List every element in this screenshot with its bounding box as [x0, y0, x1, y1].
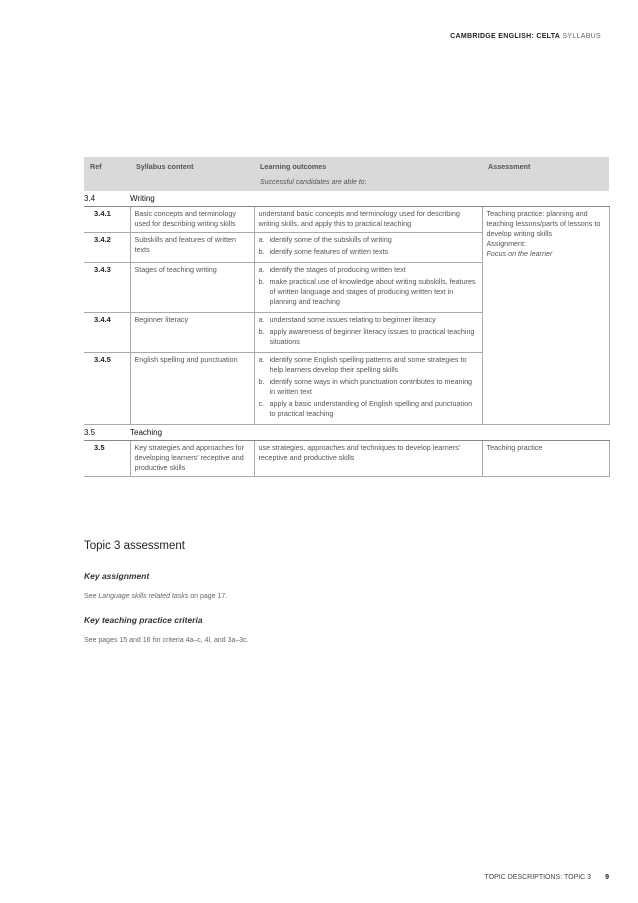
- row-outcomes: [254, 207, 482, 233]
- row-ref: 3.4.2: [84, 233, 130, 263]
- header-content: Syllabus content: [130, 157, 254, 191]
- assessment-tp: Teaching practice: planning and teaching lessons/parts of lessons to develop writing skills: [486, 209, 601, 238]
- outcome-text: understand some issues relating to beginner literacy: [269, 315, 436, 324]
- writing-assessment: [482, 207, 609, 425]
- outcome-text: identify some of the subskills of writing: [269, 235, 392, 244]
- outcome-item: [259, 327, 478, 347]
- outcome-letter: a.: [258, 265, 265, 274]
- page-header: [450, 33, 601, 40]
- row-assessment: Teaching practice: [482, 441, 609, 477]
- outcome-letter: a.: [258, 355, 265, 364]
- key-assignment-text: [84, 593, 227, 600]
- assessment-assignment-name: Focus on the learner: [486, 249, 553, 258]
- outcome-letter: a.: [258, 235, 265, 244]
- row-outcomes: [254, 353, 482, 425]
- outcome-item: [259, 277, 478, 307]
- see-suffix: on page 17.: [188, 593, 228, 600]
- outcome-text: identify some features of written texts: [269, 247, 389, 256]
- outcome-item: [259, 315, 478, 325]
- outcome-item: [259, 355, 478, 375]
- header-assessment: Assessment: [482, 157, 609, 191]
- outcome-text: use strategies, approaches and techniques to develop learners' receptive and productive skills: [258, 443, 461, 462]
- section-row-teaching: [84, 425, 609, 441]
- row-ref: 3.4.3: [84, 263, 130, 313]
- see-prefix: See: [84, 593, 99, 600]
- row-ref: 3.5: [84, 441, 130, 477]
- outcome-item: [259, 399, 478, 419]
- outcome-text: identify some English spelling patterns and some strategies to help learners develop their spelling skills: [269, 355, 467, 374]
- outcome-text: apply a basic understanding of English spelling and punctuation to practical teaching: [269, 399, 473, 418]
- header-section: SYLLABUS: [562, 33, 601, 40]
- row-content: Beginner literacy: [130, 313, 254, 353]
- row-ref: 3.4.5: [84, 353, 130, 425]
- row-content: English spelling and punctuation: [130, 353, 254, 425]
- outcome-text: make practical use of knowledge about writing subskills, features of written language and stages of producing written text in planning and teaching: [269, 277, 476, 306]
- outcome-letter: c.: [258, 399, 265, 408]
- page-footer: [485, 874, 610, 881]
- row-content: Basic concepts and terminology used for describing writing skills: [130, 207, 254, 233]
- key-tp-heading: Key teaching practice criteria: [84, 615, 203, 625]
- row-ref: 3.4.1: [84, 207, 130, 233]
- see-link: Language skills related tasks: [98, 593, 189, 600]
- outcome-text: identify the stages of producing written text: [269, 265, 406, 274]
- outcome-letter: b.: [258, 277, 265, 286]
- table-header-row: [84, 157, 609, 191]
- assessment-assignment: Assignment:: [486, 239, 527, 248]
- outcome-text: identify some ways in which punctuation contributes to meaning in written text: [269, 377, 473, 396]
- header-ref: Ref: [84, 157, 130, 191]
- header-outcomes-sub: Successful candidates are able to:: [260, 179, 367, 186]
- outcome-item: [259, 235, 478, 245]
- header-brand: CAMBRIDGE ENGLISH: CELTA: [450, 33, 561, 40]
- outcome-item: [259, 377, 478, 397]
- row-content: Subskills and features of written texts: [130, 233, 254, 263]
- row-ref: 3.4.4: [84, 313, 130, 353]
- outcome-text: apply awareness of beginner literacy issues to practical teaching situations: [269, 327, 475, 346]
- row-outcomes: [254, 441, 482, 477]
- outcome-letter: b.: [258, 327, 265, 336]
- table-row: [84, 441, 609, 477]
- outcome-letter: b.: [258, 377, 265, 386]
- outcome-letter: a.: [258, 315, 265, 324]
- section-title: Writing: [130, 191, 609, 207]
- table-row: [84, 207, 609, 233]
- row-content: Key strategies and approaches for developing learners' receptive and productive skills: [130, 441, 254, 477]
- row-outcomes: [254, 263, 482, 313]
- syllabus-table: [84, 157, 610, 477]
- outcome-item: [259, 265, 478, 275]
- outcome-item: [259, 247, 478, 257]
- row-outcomes: [254, 233, 482, 263]
- row-content: Stages of teaching writing: [130, 263, 254, 313]
- header-outcomes-label: Learning outcomes: [260, 162, 327, 171]
- header-outcomes: [254, 157, 482, 191]
- topic-heading: Topic 3 assessment: [84, 540, 185, 552]
- section-row-writing: [84, 191, 609, 207]
- page-number: 9: [605, 874, 609, 881]
- footer-label: TOPIC DESCRIPTIONS: TOPIC 3: [484, 874, 592, 881]
- outcome-letter: b.: [258, 247, 265, 256]
- key-assignment-heading: Key assignment: [84, 571, 150, 581]
- outcome-text: understand basic concepts and terminology used for describing writing skills, and apply this to practical teaching: [258, 209, 460, 228]
- section-ref: 3.4: [84, 191, 130, 207]
- row-outcomes: [254, 313, 482, 353]
- key-tp-text: See pages 15 and 16 for criteria 4a–c, 4l, and 3a–3c.: [84, 637, 249, 644]
- section-title: Teaching: [130, 425, 609, 441]
- section-ref: 3.5: [84, 425, 130, 441]
